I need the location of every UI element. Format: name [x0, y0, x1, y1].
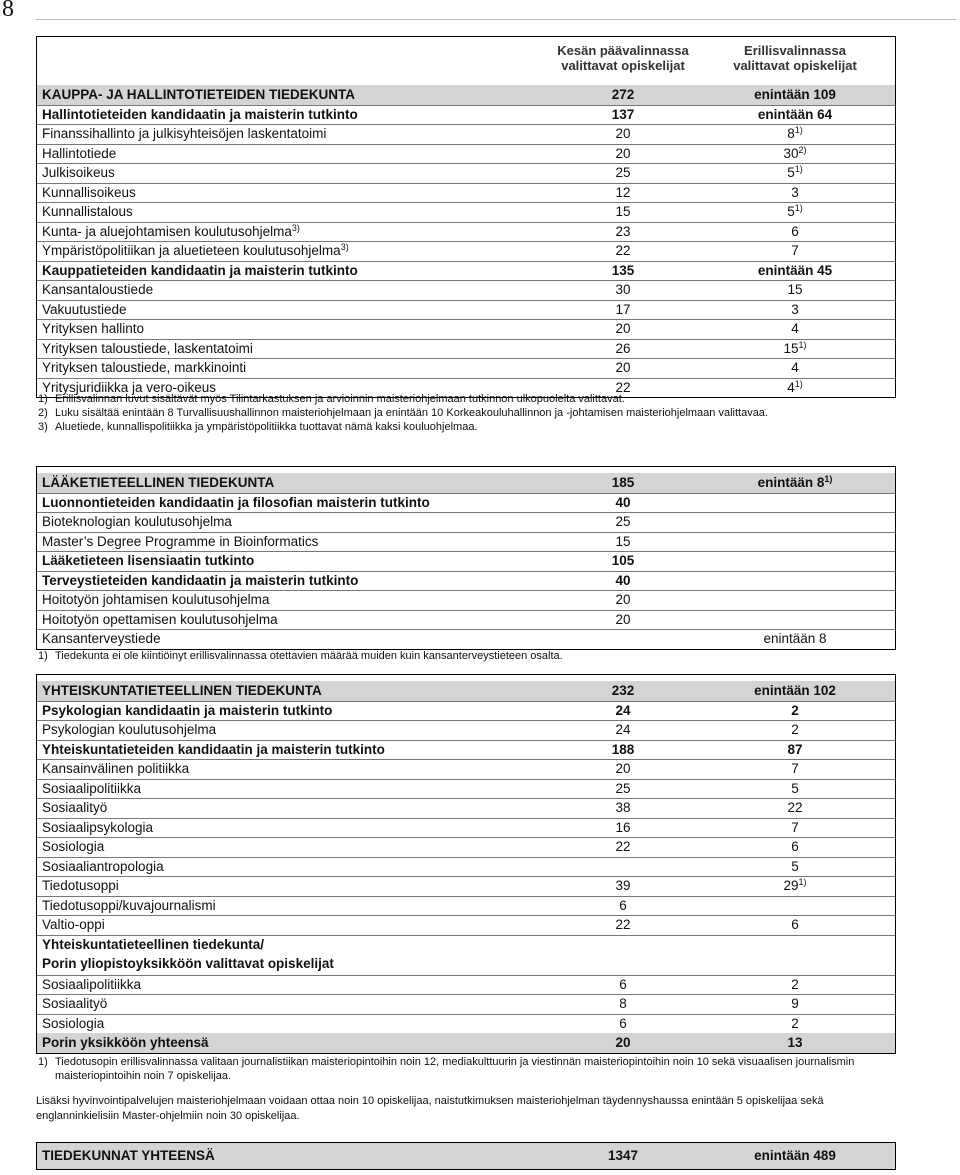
- table-row: [37, 590, 895, 611]
- value-separate: 2: [791, 976, 799, 992]
- value-separate: 2: [791, 1015, 799, 1031]
- value-summer: 39: [615, 878, 631, 893]
- value-separate: 30$^{2)}$: [783, 144, 807, 161]
- value-summer: 38: [615, 800, 631, 815]
- row-label: Psykologian kandidaatin ja maisterin tutkinto: [42, 702, 333, 718]
- table-row: [37, 857, 895, 878]
- footnote-marker: 1): [798, 877, 807, 887]
- header-col-separate: Erillisvalinnassa valittavat opiskelijat: [733, 43, 857, 73]
- row-label: Sosiologia: [42, 839, 105, 854]
- table-row: [37, 1014, 895, 1035]
- table-row: [37, 896, 895, 917]
- value-separate: enintään 45: [757, 262, 833, 278]
- footnotes: [36, 1055, 896, 1083]
- section-table: [36, 36, 896, 398]
- table-row: [37, 720, 895, 741]
- row-label: Hoitotyön johtamisen koulutusohjelma: [42, 592, 270, 607]
- value-separate: 9: [791, 996, 799, 1011]
- value-summer: 25: [615, 165, 631, 180]
- value-summer: 22: [615, 839, 631, 854]
- header-col-summer: Kesän päävalinnassa valittavat opiskelijat: [557, 43, 689, 73]
- value-separate: 4: [791, 360, 799, 375]
- value-summer: 20: [615, 592, 631, 607]
- table-row: [37, 280, 895, 301]
- footnote: [36, 406, 896, 420]
- value-summer: 20: [615, 126, 631, 141]
- value-summer: 22: [615, 243, 631, 258]
- value-summer: 135: [611, 262, 635, 278]
- row-label: Yritysjuridiikka ja vero-oikeus: [42, 379, 217, 395]
- table-row: [37, 935, 895, 976]
- value-summer: 8: [619, 996, 627, 1011]
- value-summer: 6: [619, 897, 627, 913]
- additional-info: Lisäksi hyvinvointipalvelujen maisteriohjelmaan voidaan ottaa noin 10 opiskelijaa, naistutkimuksen maisteriohjelman täydennyshaussa enintään 5 opiskelijaa sekä englanninkielisiin Master-ohjelmiin noin 30 opiskelijaa.: [36, 1095, 824, 1122]
- footnote-label: 1): [38, 650, 48, 662]
- row-label: Luonnontieteiden kandidaatin ja filosofian maisterin tutkinto: [42, 494, 430, 510]
- row-label: Kansainvälinen politiikka: [42, 761, 190, 776]
- row-label: Terveystieteiden kandidaatin ja maisterin tutkinto: [42, 572, 359, 588]
- table-row: [37, 798, 895, 819]
- table-row: [37, 915, 895, 936]
- degree-row: [37, 105, 895, 126]
- value-summer: 17: [615, 301, 631, 317]
- footnote-text: Tiedotusopin erillisvalinnassa valitaan journalistiikan maisteriopintoihin noin 12, mediakulttuurin ja viestinnän maisteriopintoihin noin 10 sekä visuaalisen journalismin maisteriopintoihin noin 7 opiskelijaa.: [55, 1056, 855, 1082]
- value-summer: 15: [615, 204, 631, 219]
- row-label: Yrityksen taloustiede, markkinointi: [42, 360, 247, 375]
- footnote-label: 2): [38, 407, 48, 419]
- row-label: Ympäristöpolitiikan ja aluetieteen koulutusohjelma$^{3)}$: [42, 242, 349, 258]
- value-summer: 20: [615, 145, 631, 161]
- footnote-marker: 1): [824, 474, 833, 484]
- value-summer: 40: [615, 572, 631, 588]
- value-separate: enintään 102: [754, 683, 836, 698]
- value-separate: 2: [791, 722, 799, 737]
- value-summer: 232: [611, 683, 635, 698]
- table-row: [37, 818, 895, 839]
- footnote-text: Erillisvalinnan luvut sisältävät myös Tilintarkastuksen ja arvioinnin maisteriohjelmaan tutkinnon ulkopuolelta valittavat.: [55, 393, 625, 405]
- row-label: Kunnallisoikeus: [42, 184, 136, 200]
- footnote-marker: 2): [798, 144, 807, 155]
- value-separate: 3: [791, 184, 799, 200]
- row-label: Vakuutustiede: [42, 301, 127, 317]
- faculty-row: [37, 85, 895, 106]
- value-summer: 272: [611, 87, 635, 102]
- value-separate: 22: [787, 800, 803, 815]
- value-separate: 15: [787, 282, 803, 297]
- grand-total-row: [37, 1143, 895, 1169]
- value-separate: 7: [791, 761, 799, 776]
- footnote-marker: 1): [794, 378, 803, 389]
- footnote-marker: 3): [340, 242, 349, 252]
- row-label: Kansantaloustiede: [42, 282, 154, 297]
- row-label: Sosiaalipolitiikka: [42, 780, 142, 796]
- table-row: [37, 339, 895, 360]
- footnote-text: Tiedekunta ei ole kiintiöinyt erillisvalinnassa otettavien määrää muiden kuin kansanterveystieteen osalta.: [55, 650, 563, 662]
- table-row: [37, 163, 895, 184]
- table-row: [37, 358, 895, 379]
- row-label: Kansanterveystiede: [42, 631, 161, 646]
- table-row: [37, 202, 895, 223]
- value-separate: 13: [787, 1035, 803, 1050]
- value-separate: 8$^{1)}$: [787, 125, 803, 141]
- value-summer: 20: [615, 321, 631, 336]
- value-separate: 6: [791, 917, 799, 932]
- table-row: [37, 319, 895, 340]
- degree-row: [37, 571, 895, 592]
- table-row: [37, 779, 895, 800]
- value-summer: 24: [615, 722, 631, 737]
- degree-row: [37, 701, 895, 722]
- row-label: YHTEISKUNTATIETEELLINEN TIEDEKUNTA: [42, 683, 322, 698]
- degree-row: [37, 493, 895, 514]
- value-separate: enintään 8: [763, 631, 827, 646]
- row-label: LÄÄKETIETEELLINEN TIEDEKUNTA: [42, 475, 275, 490]
- footnote: [36, 420, 896, 434]
- row-label: Hallintotiede: [42, 145, 117, 161]
- table-row: [37, 144, 895, 165]
- table-row: [37, 610, 895, 631]
- value-separate: 4$^{1)}$: [787, 378, 803, 395]
- table-row: [37, 183, 895, 204]
- footnotes: [36, 392, 896, 434]
- row-label: Tiedotusoppi: [42, 878, 119, 893]
- column-headers: [37, 37, 895, 85]
- row-label: Sosiologia: [42, 1015, 105, 1031]
- table-row: [37, 124, 895, 145]
- value-separate: 7: [791, 243, 799, 258]
- value-separate: enintään 489: [754, 1148, 836, 1163]
- grand-total-table: [36, 1142, 896, 1170]
- value-separate: 5$^{1)}$: [787, 164, 803, 180]
- value-summer: 20: [615, 761, 631, 776]
- row-label: Sosiaalipsykologia: [42, 819, 154, 835]
- footnote: [36, 1055, 896, 1083]
- footnote-marker: 1): [794, 203, 803, 213]
- footnote: [36, 649, 896, 663]
- footnote-label: 1): [38, 393, 48, 405]
- row-label: Yrityksen hallinto: [42, 321, 145, 336]
- table-row: [37, 876, 895, 897]
- table-row: [37, 512, 895, 533]
- value-summer: 15: [615, 533, 631, 549]
- value-summer: 185: [611, 475, 635, 490]
- footnote-text: Luku sisältää enintään 8 Turvallisuushallinnon maisteriohjelmaan ja enintään 10 Korkeakouluhallinnon ja -johtamisen maisteriohjelmaan valittavaa.: [55, 407, 768, 419]
- value-summer: 105: [611, 553, 635, 568]
- table-row: [37, 532, 895, 553]
- value-separate: enintään 8$^{1)}$: [757, 474, 833, 490]
- row-label: Psykologian koulutusohjelma: [42, 722, 217, 737]
- value-summer: 6: [619, 1015, 627, 1031]
- footnote-label: 3): [38, 421, 48, 433]
- footnote: [36, 392, 896, 406]
- header-rule: [36, 19, 956, 20]
- row-label: Master’s Degree Programme in Bioinformatics: [42, 533, 319, 549]
- value-separate: 2: [791, 702, 799, 718]
- footnote-marker: 1): [794, 164, 803, 174]
- value-summer: 25: [615, 780, 631, 796]
- value-separate: 5$^{1)}$: [787, 203, 803, 219]
- row-label: Yrityksen taloustiede, laskentatoimi: [42, 340, 253, 356]
- value-separate: 3: [791, 301, 799, 317]
- table-row: [37, 994, 895, 1015]
- footnotes: [36, 649, 896, 663]
- row-label: Hoitotyön opettamisen koulutusohjelma: [42, 611, 278, 627]
- total-row: [37, 1033, 895, 1053]
- row-label: Kauppatieteiden kandidaatin ja maisterin tutkinto: [42, 262, 358, 278]
- table-row: [37, 222, 895, 243]
- value-summer: 188: [611, 741, 635, 757]
- table-row: [37, 759, 895, 780]
- degree-row: [37, 551, 895, 572]
- faculty-row: [37, 681, 895, 702]
- value-summer: 40: [615, 494, 631, 510]
- value-separate: 29$^{1)}$: [783, 877, 807, 893]
- value-separate: 5: [791, 858, 799, 874]
- faculty-row: [37, 473, 895, 494]
- row-label: KAUPPA- JA HALLINTOTIETEIDEN TIEDEKUNTA: [42, 87, 356, 102]
- table-row: [37, 300, 895, 321]
- row-label: Sosiaalityö: [42, 996, 108, 1011]
- footnote-text: Aluetiede, kunnallispolitiikka ja ympäristöpolitiikka tuottavat nämä kaksi kouluohjelmaa.: [55, 421, 478, 433]
- value-summer: 137: [611, 106, 635, 122]
- table-row: [37, 241, 895, 262]
- row-label: Hallintotieteiden kandidaatin ja maisterin tutkinto: [42, 106, 358, 122]
- value-separate: 4: [791, 321, 799, 336]
- value-summer: 20: [615, 360, 631, 375]
- page-number: 8: [2, 0, 14, 22]
- degree-row: [37, 740, 895, 761]
- footnote-marker: 1): [794, 125, 803, 135]
- row-label: Lääketieteen lisensiaatin tutkinto: [42, 553, 255, 568]
- footnote-marker: 3): [291, 222, 300, 233]
- value-separate: 15$^{1)}$: [783, 339, 807, 356]
- value-summer: 24: [615, 702, 631, 718]
- row-label: Kunnallistalous: [42, 204, 133, 219]
- section-table: [36, 466, 896, 650]
- row-label: Yhteiskuntatieteiden kandidaatin ja maisterin tutkinto: [42, 741, 385, 757]
- table-row: [37, 837, 895, 858]
- value-separate: enintään 64: [757, 106, 833, 122]
- value-summer: 12: [615, 184, 631, 200]
- row-label: Bioteknologian koulutusohjelma: [42, 514, 232, 529]
- row-label: Yhteiskuntatieteellinen tiedekunta/ Porin yliopistoyksikköön valittavat opiskelijat: [42, 936, 334, 971]
- value-summer: 23: [615, 223, 631, 239]
- table-row: [37, 975, 895, 996]
- footnote-label: 1): [38, 1056, 48, 1068]
- row-label: Julkisoikeus: [42, 165, 115, 180]
- value-summer: 6: [619, 976, 627, 992]
- value-summer: 20: [615, 1035, 631, 1050]
- row-label: Valtio-oppi: [42, 917, 105, 932]
- row-label: Tiedotusoppi/kuvajournalismi: [42, 897, 216, 913]
- row-label: Sosiaalityö: [42, 800, 108, 815]
- value-summer: 16: [615, 819, 631, 835]
- value-summer: 1347: [607, 1148, 639, 1163]
- value-summer: 26: [615, 340, 631, 356]
- value-separate: 7: [791, 819, 799, 835]
- value-separate: enintään 109: [754, 87, 836, 102]
- degree-row: [37, 261, 895, 282]
- value-summer: 22: [615, 917, 631, 932]
- row-label: Porin yksikköön yhteensä: [42, 1035, 209, 1050]
- row-label: Sosiaaliantropologia: [42, 858, 164, 874]
- row-label: TIEDEKUNNAT YHTEENSÄ: [42, 1148, 215, 1163]
- footnote-marker: 1): [798, 339, 807, 350]
- row-label: Sosiaalipolitiikka: [42, 976, 142, 992]
- row-label: Finanssihallinto ja julkisyhteisöjen laskentatoimi: [42, 126, 327, 141]
- value-separate: 5: [791, 780, 799, 796]
- value-separate: 6: [791, 223, 799, 239]
- table-row: [37, 629, 895, 649]
- section-table: [36, 674, 896, 1054]
- value-summer: 25: [615, 514, 631, 529]
- value-summer: 20: [615, 611, 631, 627]
- value-separate: 87: [787, 741, 803, 757]
- value-summer: 30: [615, 282, 631, 297]
- value-summer: 22: [615, 379, 631, 395]
- value-separate: 6: [791, 839, 799, 854]
- row-label: Kunta- ja aluejohtamisen koulutusohjelma$^{3)}$: [42, 222, 300, 239]
